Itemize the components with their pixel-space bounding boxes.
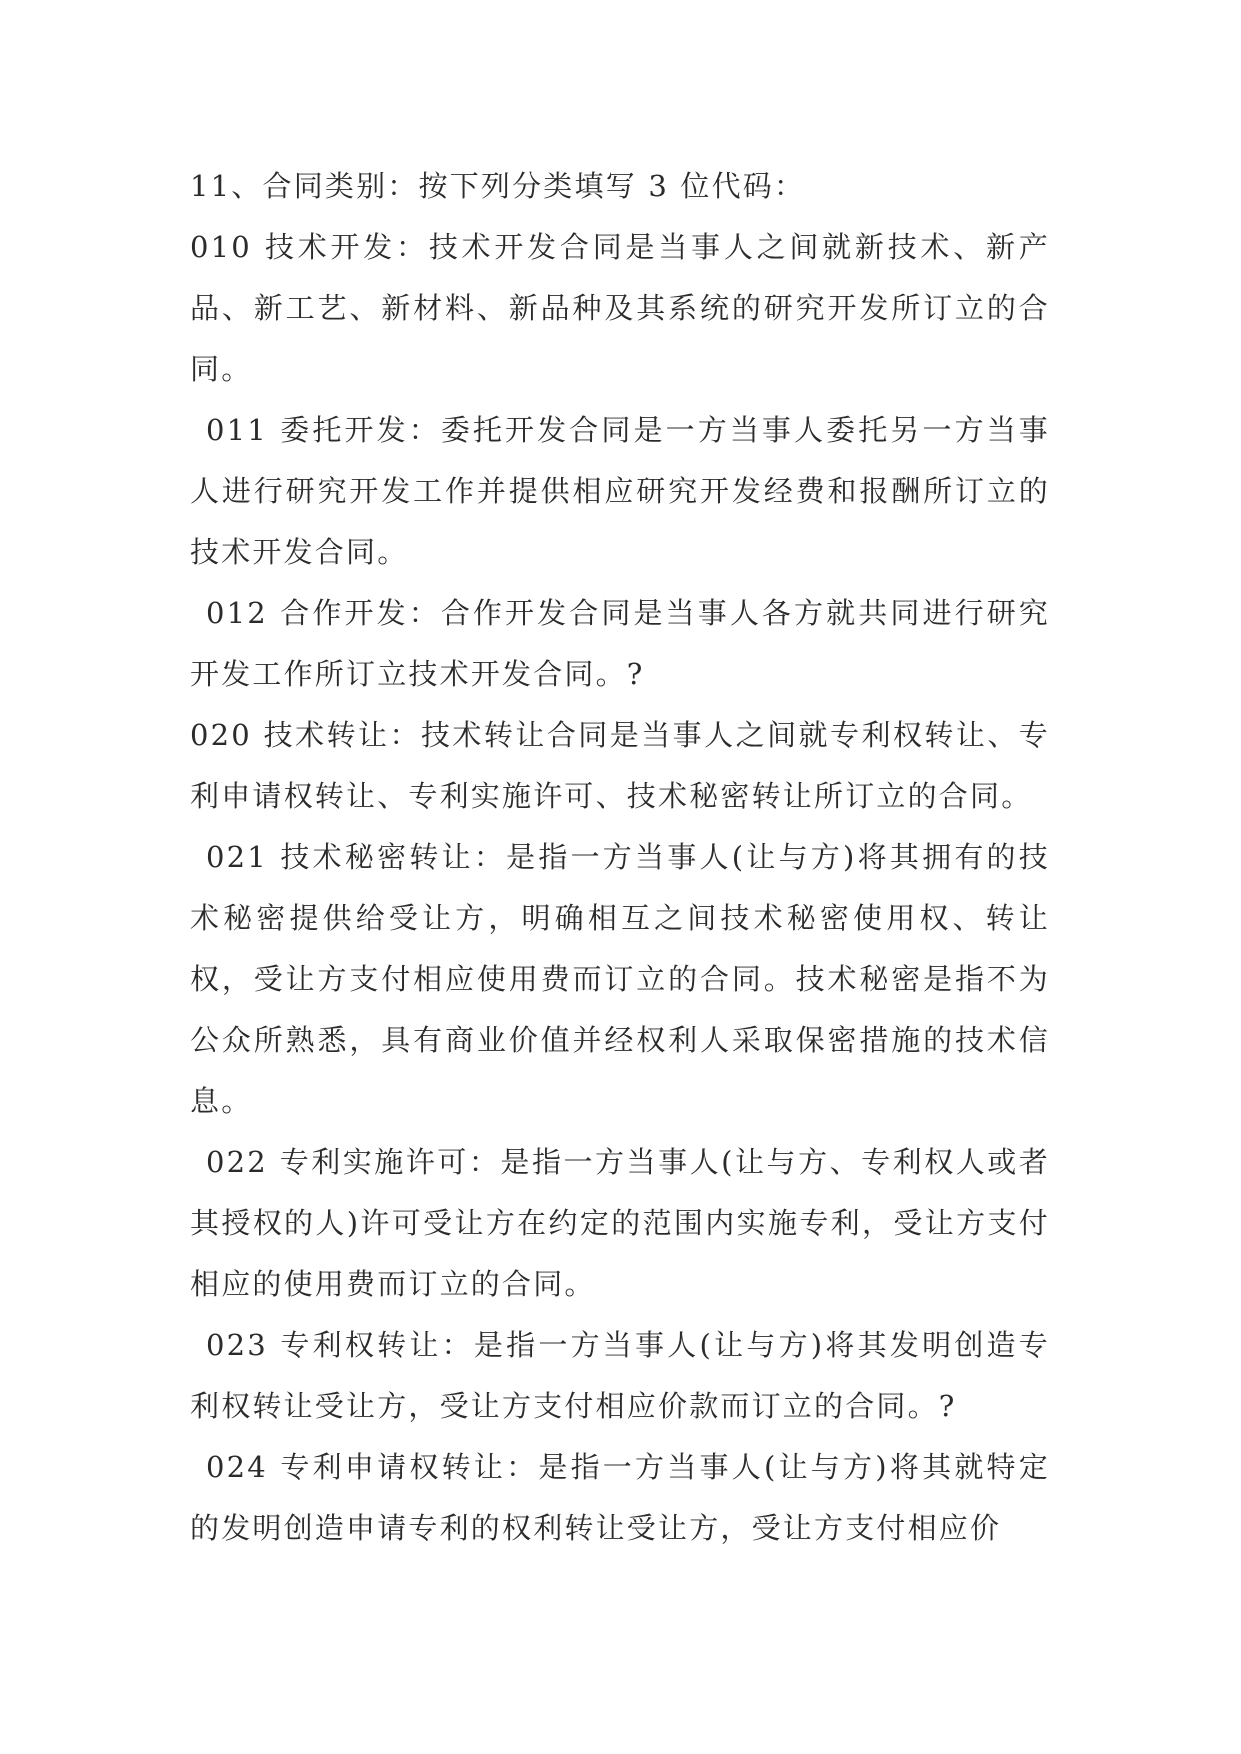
paragraph-022: 022 专利实施许可：是指一方当事人(让与方、专利权人或者其授权的人)许可受让方在约定的范围内实施专利，受让方支付相应的使用费而订立的合同。 <box>190 1145 1050 1301</box>
paragraph-023: 023 专利权转让：是指一方当事人(让与方)将其发明创造专利权转让受让方，受让方支付相应价款而订立的合同。? <box>190 1328 1050 1423</box>
paragraph-020: 020 技术转让：技术转让合同是当事人之间就专利权转让、专利申请权转让、专利实施许可、技术秘密转让所订立的合同。 <box>190 718 1050 813</box>
paragraph-012: 012 合作开发：合作开发合同是当事人各方就共同进行研究开发工作所订立技术开发合同。? <box>190 596 1050 691</box>
paragraph-011: 011 委托开发：委托开发合同是一方当事人委托另一方当事人进行研究开发工作并提供相应研究开发经费和报酬所订立的技术开发合同。 <box>190 413 1050 569</box>
paragraph-010: 010 技术开发：技术开发合同是当事人之间就新技术、新产品、新工艺、新材料、新品种及其系统的研究开发所订立的合同。 <box>190 230 1050 386</box>
paragraph-heading: 11、合同类别：按下列分类填写 3 位代码： <box>190 169 806 203</box>
paragraph-021: 021 技术秘密转让：是指一方当事人(让与方)将其拥有的技术秘密提供给受让方，明确相互之间技术秘密使用权、转让权，受让方支付相应使用费而订立的合同。技术秘密是指不为公众所熟悉，具有商业价值并经权利人采取保密措施的技术信息。 <box>190 840 1050 1118</box>
document-body <box>190 156 1050 1559</box>
paragraph-024: 024 专利申请权转让：是指一方当事人(让与方)将其就特定的发明创造申请专利的权利转让受让方，受让方支付相应价 <box>190 1450 1050 1545</box>
